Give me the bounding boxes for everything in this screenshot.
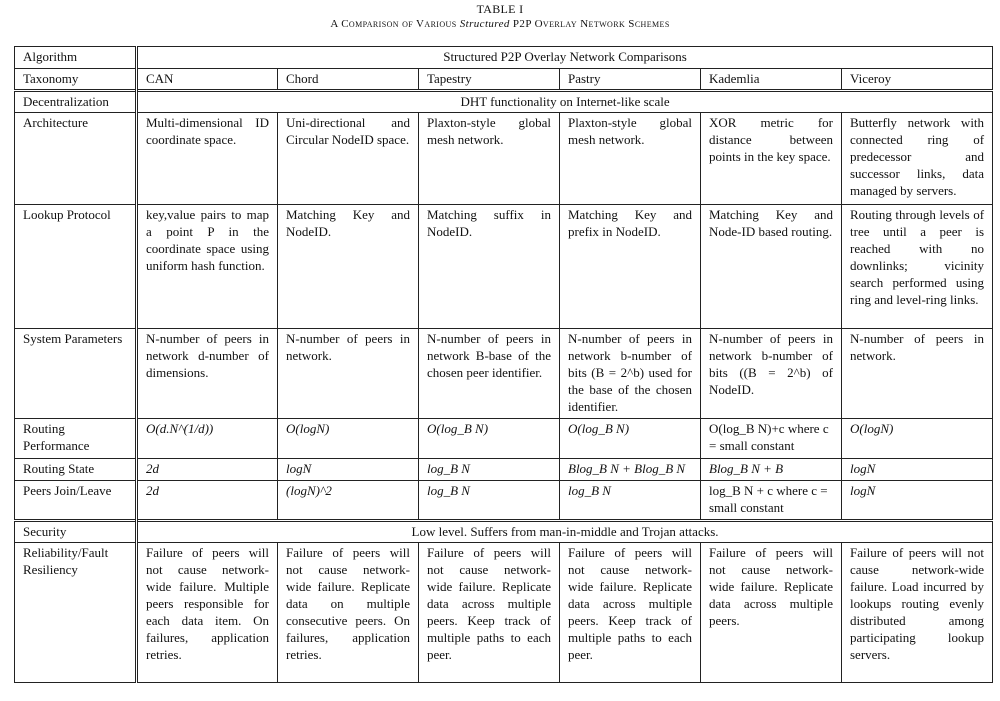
table-cell: logN <box>278 459 419 481</box>
table-cell: O(log_B N)+c where c = small constant <box>701 419 842 459</box>
row-label: Architecture <box>15 113 137 205</box>
table-cell: N-number of peers in network. <box>842 329 993 419</box>
row-label: System Parameters <box>15 329 137 419</box>
row-label: Security <box>15 521 137 543</box>
taxonomy-label: Taxonomy <box>15 69 137 91</box>
table-cell: Plaxton-style global mesh network. <box>419 113 560 205</box>
header-row-taxonomy <box>15 69 993 91</box>
algorithm-label: Algorithm <box>15 47 137 69</box>
table-cell: Routing through levels of tree until a peer is reached with no downlinks; vicinity search performed using ring and level-ring links. <box>842 205 993 329</box>
table-cell: Plaxton-style global mesh network. <box>560 113 701 205</box>
comparison-table <box>14 46 993 683</box>
table-cell: log_B N <box>419 459 560 481</box>
row-span-value: Low level. Suffers from man-in-middle and Trojan attacks. <box>137 521 993 543</box>
table-cell: Butterfly network with connected ring of predecessor and successor links, data managed by servers. <box>842 113 993 205</box>
table-cell: logN <box>842 459 993 481</box>
table-cell: Multi-dimensional ID coordinate space. <box>137 113 278 205</box>
row-label: Reliability/Fault Resiliency <box>15 543 137 683</box>
table-cell: Blog_B N + B <box>701 459 842 481</box>
scheme-tapestry: Tapestry <box>419 69 560 91</box>
table-cell: N-number of peers in network d-number of dimensions. <box>137 329 278 419</box>
scheme-can: CAN <box>137 69 278 91</box>
scheme-kademlia: Kademlia <box>701 69 842 91</box>
table-cell: Failure of peers will not cause network-wide failure. Load incurred by lookups routing evenly distributed among participating lookup servers. <box>842 543 993 683</box>
table-cell: N-number of peers in network B-base of the chosen peer identifier. <box>419 329 560 419</box>
row-routing-performance <box>15 419 993 459</box>
table-cell: Failure of peers will not cause network-wide failure. Multiple peers responsible for each data item. On failures, application retries. <box>137 543 278 683</box>
table-cell: O(log_B N) <box>419 419 560 459</box>
table-title-post: P2P Overlay Network Schemes <box>509 18 670 30</box>
table-cell: N-number of peers in network. <box>278 329 419 419</box>
table-cell: O(log_B N) <box>560 419 701 459</box>
table-cell: Matching Key and NodeID. <box>278 205 419 329</box>
scheme-pastry: Pastry <box>560 69 701 91</box>
table-cell: O(d.N^(1/d)) <box>137 419 278 459</box>
table-label: TABLE I <box>476 2 524 16</box>
table-title-emph: Structured <box>459 18 510 30</box>
row-security <box>15 521 993 543</box>
row-routing-state <box>15 459 993 481</box>
row-label: Lookup Protocol <box>15 205 137 329</box>
table-cell: Failure of peers will not cause network-wide failure. Replicate data on multiple consecutive peers. On failures, application retries. <box>278 543 419 683</box>
table-cell: Matching Key and prefix in NodeID. <box>560 205 701 329</box>
table-cell: (logN)^2 <box>278 481 419 521</box>
table-cell: log_B N <box>560 481 701 521</box>
table-title-pre: A Comparison of Various <box>330 18 460 30</box>
row-label: Routing Performance <box>15 419 137 459</box>
table-cell: XOR metric for distance between points in the key space. <box>701 113 842 205</box>
row-label: Peers Join/Leave <box>15 481 137 521</box>
table-cell: 2d <box>137 481 278 521</box>
row-span-value: DHT functionality on Internet-like scale <box>137 91 993 113</box>
table-cell: 2d <box>137 459 278 481</box>
table-cell: N-number of peers in network b-number of bits ((B = 2^b) of NodeID. <box>701 329 842 419</box>
row-lookup-protocol <box>15 205 993 329</box>
table-title <box>0 18 1000 30</box>
row-peers-join-leave <box>15 481 993 521</box>
scheme-chord: Chord <box>278 69 419 91</box>
header-row-algorithm <box>15 47 993 69</box>
row-label: Decentralization <box>15 91 137 113</box>
row-decentralization <box>15 91 993 113</box>
table-cell: O(logN) <box>842 419 993 459</box>
table-cell: log_B N + c where c = small constant <box>701 481 842 521</box>
table-cell: N-number of peers in network b-number of bits (B = 2^b) used for the base of the chosen identifier. <box>560 329 701 419</box>
table-cell: logN <box>842 481 993 521</box>
scheme-viceroy: Viceroy <box>842 69 993 91</box>
table-cell: Failure of peers will not cause network-wide failure. Replicate data across multiple peers. <box>701 543 842 683</box>
row-architecture <box>15 113 993 205</box>
row-system-parameters <box>15 329 993 419</box>
table-cell: Uni-directional and Circular NodeID space. <box>278 113 419 205</box>
table-cell: key,value pairs to map a point P in the coordinate space using uniform hash function. <box>137 205 278 329</box>
table-cell: Blog_B N + Blog_B N <box>560 459 701 481</box>
table-cell: Failure of peers will not cause network-wide failure. Replicate data across multiple peers. Keep track of multiple paths to each peer. <box>560 543 701 683</box>
row-label: Routing State <box>15 459 137 481</box>
span-title: Structured P2P Overlay Network Comparisons <box>137 47 993 69</box>
table-cell: O(logN) <box>278 419 419 459</box>
table-cell: log_B N <box>419 481 560 521</box>
table-cell: Matching suffix in NodeID. <box>419 205 560 329</box>
row-reliability <box>15 543 993 683</box>
table-cell: Failure of peers will not cause network-wide failure. Replicate data across multiple peers. Keep track of multiple paths to each peer. <box>419 543 560 683</box>
table-cell: Matching Key and Node-ID based routing. <box>701 205 842 329</box>
